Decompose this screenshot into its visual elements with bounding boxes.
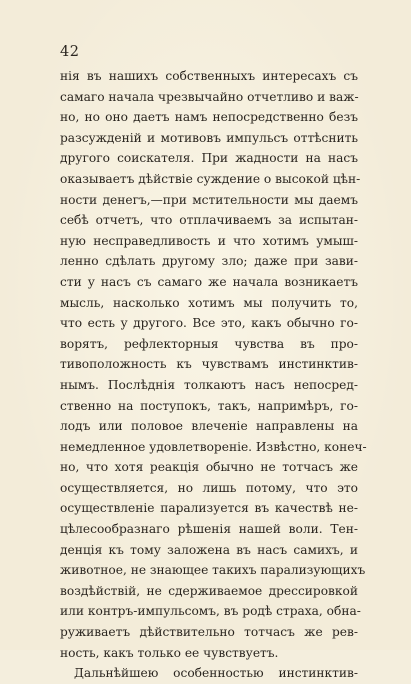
text-line: другого соискателя. При жадности на насъ bbox=[60, 151, 358, 166]
text-line: оказываетъ дѣйствіе суждение о высокой цѣн- bbox=[60, 171, 361, 186]
text-line: разсужденій и мотивовъ импульсъ оттѣснить bbox=[60, 130, 358, 145]
text-line: ности денегъ,—при мстительности мы даемъ bbox=[60, 192, 358, 207]
text-line: или контръ-импульсомъ, въ родѣ страха, обна- bbox=[60, 604, 361, 619]
text-line-paragraph-start: Дальнѣйшею особенностью инстинктив- bbox=[74, 666, 358, 681]
text-line: самаго начала чрезвычайно отчетливо и важ- bbox=[60, 89, 359, 104]
text-line: немедленное удовлетвореніе. Извѣстно, конеч- bbox=[60, 439, 367, 454]
text-line: осуществленіе парализуется въ качествѣ не- bbox=[60, 501, 358, 516]
text-line-paragraph-end: ность, какъ только ее чувствуетъ. bbox=[60, 645, 279, 660]
text-line: животное, не знающее такихъ парализующихъ bbox=[60, 563, 366, 578]
text-line: себѣ отчетъ, что отплачиваемъ за испытан- bbox=[60, 213, 358, 228]
text-line: ную несправедливость и что хотимъ умыш- bbox=[60, 233, 358, 248]
text-line: но, но оно даетъ намъ непосредственно безъ bbox=[60, 110, 358, 125]
text-line: нымъ. Послѣднія толкаютъ насъ непосред- bbox=[60, 377, 358, 392]
body-text bbox=[60, 66, 367, 684]
text-line: осуществляется, но лишь потому, что это bbox=[60, 480, 358, 495]
text-line: цѣлесообразнаго рѣшенія нашей воли. Тен- bbox=[60, 522, 358, 537]
page-number: 42 bbox=[60, 44, 80, 60]
text-line: воздѣйствій, не сдерживаемое дрессировкой bbox=[60, 583, 358, 598]
text-line: ленно сдѣлать другому зло; даже при зави- bbox=[60, 254, 358, 269]
text-line: сти у насъ съ самаго же начала возникаетъ bbox=[60, 274, 358, 289]
text-line: нія въ нашихъ собственныхъ интересахъ съ bbox=[60, 69, 358, 83]
text-line: ственно на поступокъ, такъ, напримѣръ, го- bbox=[60, 398, 358, 413]
text-line: но, что хотя реакція обычно не тотчасъ же bbox=[60, 460, 358, 475]
text-line: что есть у другого. Все это, какъ обычно го- bbox=[60, 316, 358, 331]
text-line: руживаетъ дѣйствительно тотчасъ же рев- bbox=[60, 625, 358, 640]
text-line: тивоположность къ чувствамъ инстинктив- bbox=[60, 357, 358, 372]
text-line: мысль, насколько хотимъ мы получить то, bbox=[60, 295, 358, 310]
text-line: ворятъ, рефлекторныя чувства въ про- bbox=[60, 336, 358, 351]
text-line: лодъ или половое влеченіе направлены на bbox=[60, 419, 358, 434]
text-line: денція къ тому заложена въ насъ самихъ, и bbox=[60, 542, 358, 557]
